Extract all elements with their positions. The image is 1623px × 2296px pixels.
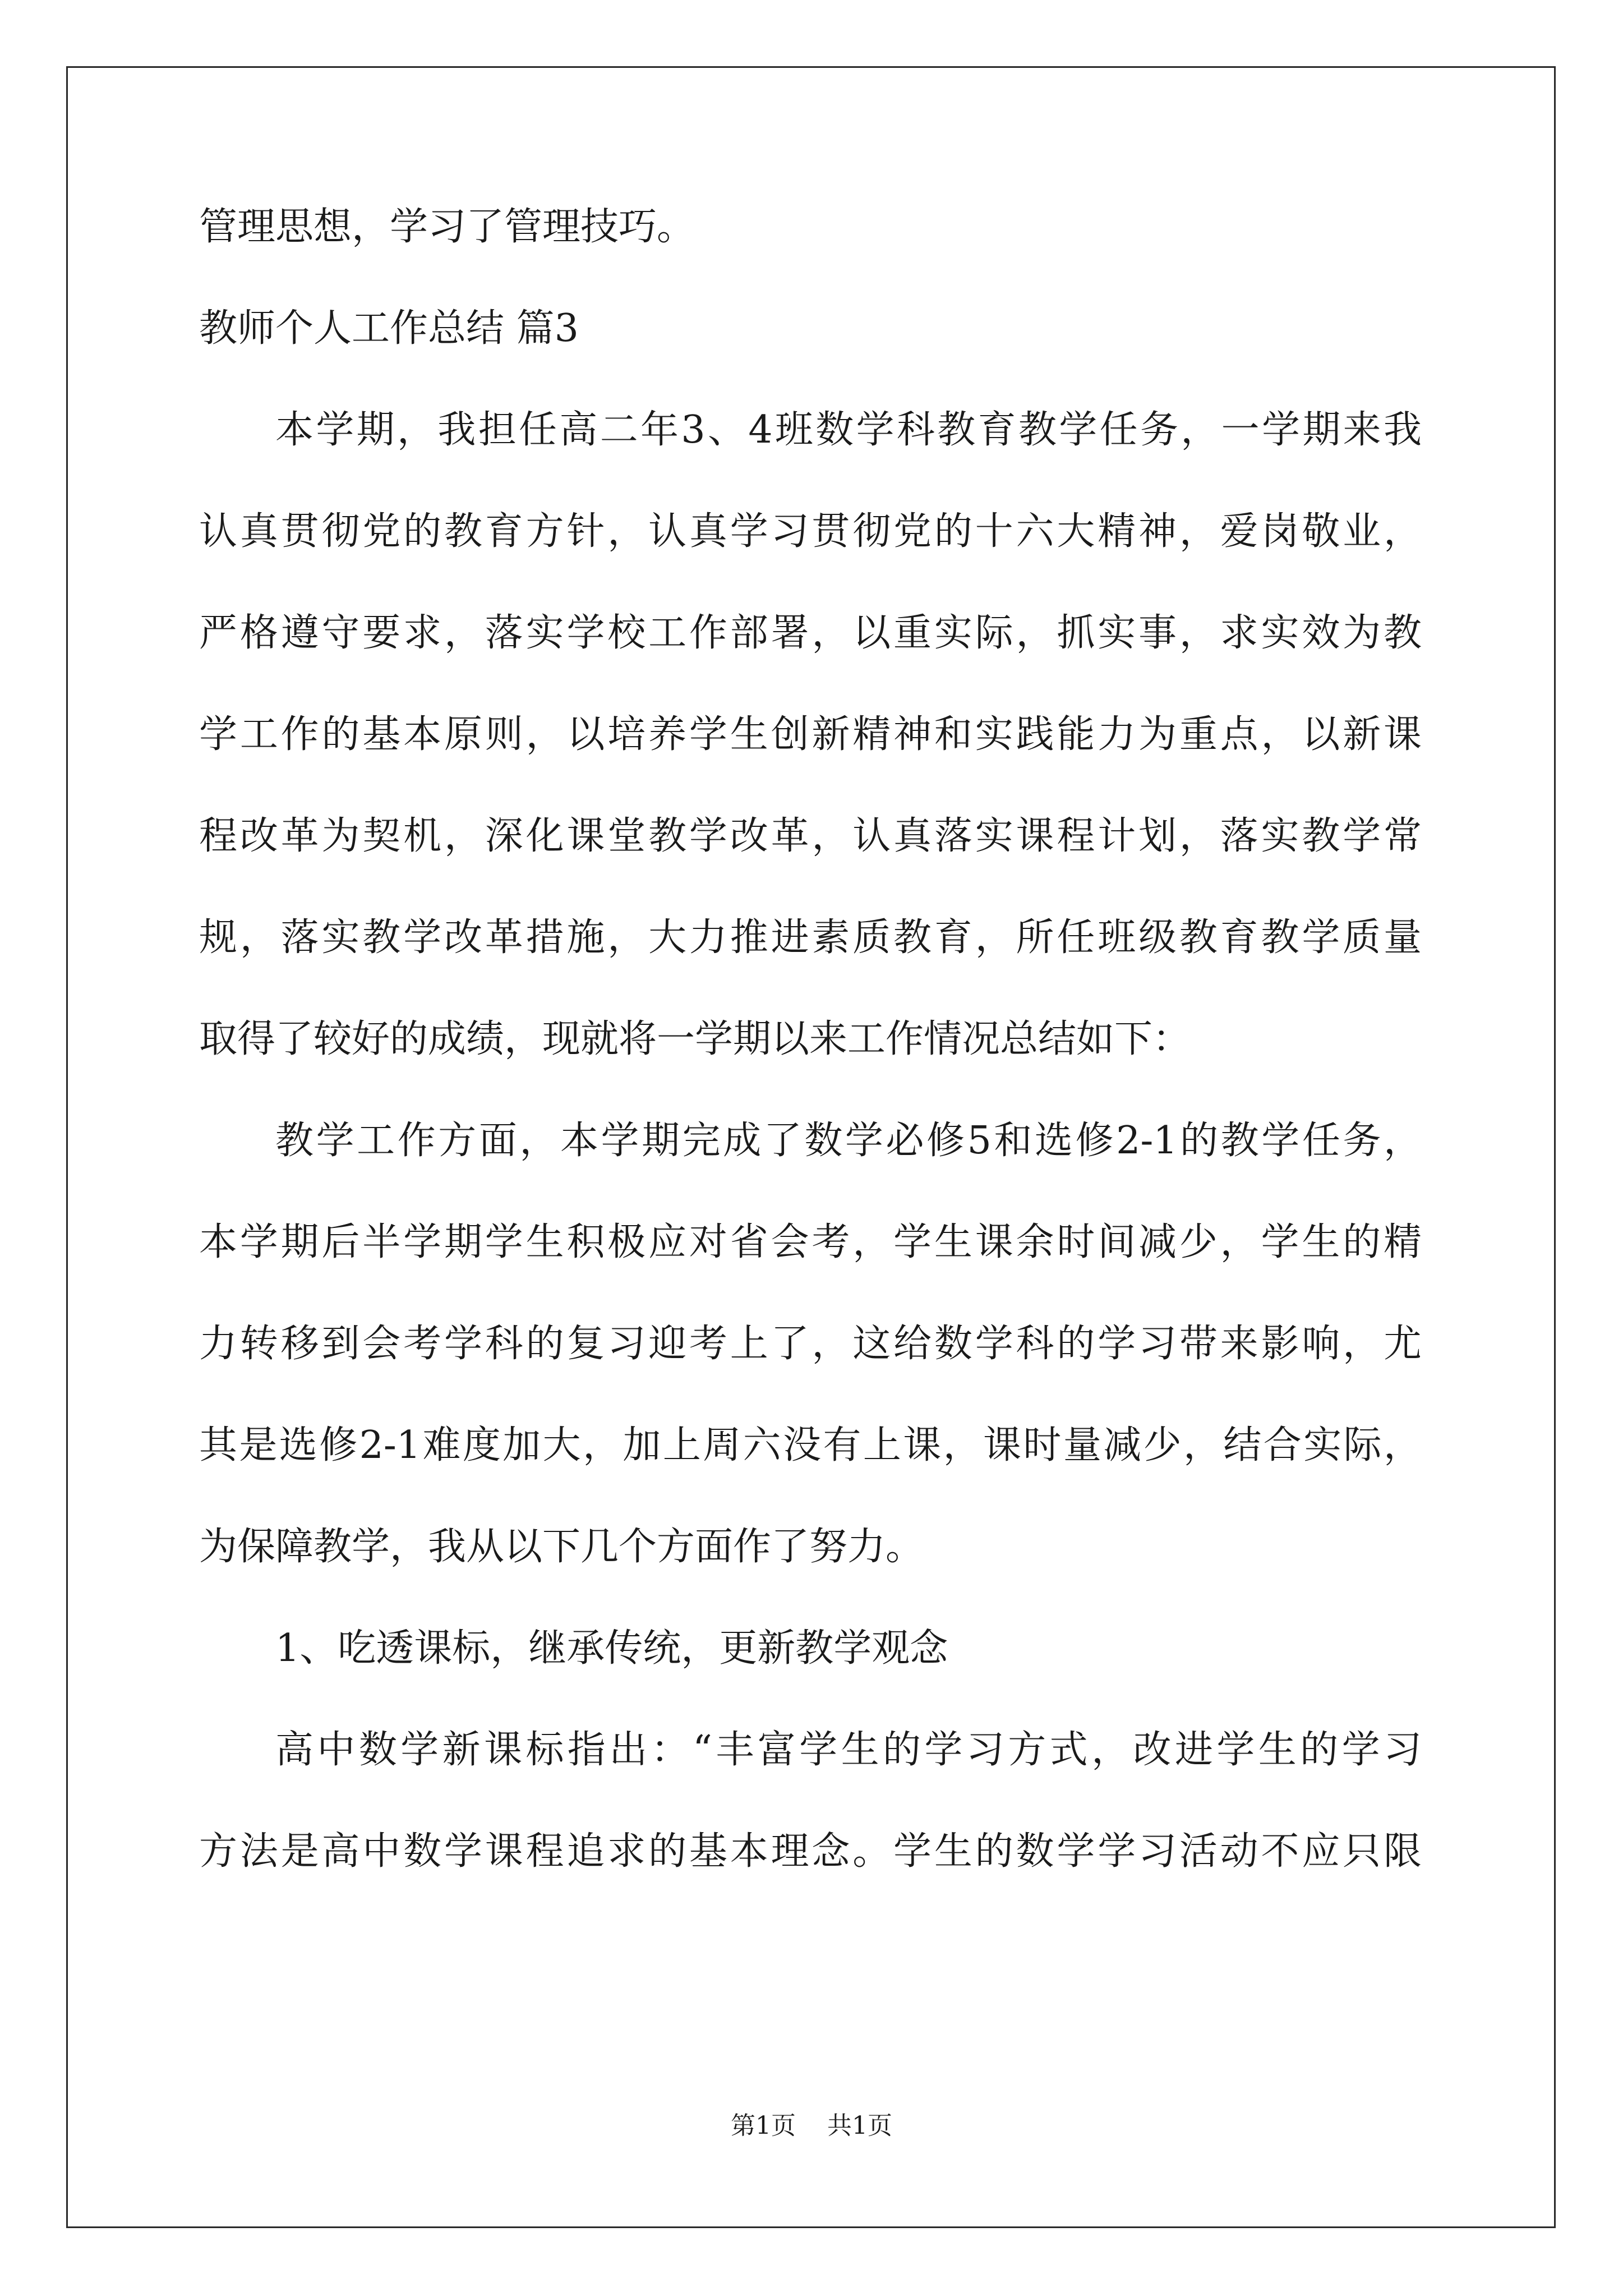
text-line: 本学期，我担任高二年3、4班数学科教育教学任务，一学期来我 <box>275 408 1422 452</box>
text-line: 教学工作方面，本学期完成了数学必修5和选修2-1的教学任务， <box>275 1119 1422 1163</box>
text-line: 方法是高中数学课程追求的基本理念。学生的数学学习活动不应只限 <box>199 1829 1422 1874</box>
page-total: 共1页 <box>827 2111 892 2140</box>
text-line: 认真贯彻党的教育方针，认真学习贯彻党的十六大精神，爱岗敬业， <box>199 509 1422 554</box>
text-line: 力转移到会考学科的复习迎考上了，这给数学科的学习带来影响，尤 <box>199 1322 1422 1366</box>
section-heading: 教师个人工作总结 篇3 <box>199 306 579 351</box>
text-line: 高中数学新课标指出：“丰富学生的学习方式，改进学生的学习 <box>275 1728 1422 1772</box>
text-line: 学工作的基本原则，以培养学生创新精神和实践能力为重点，以新课 <box>199 712 1422 757</box>
page-footer <box>0 2109 1623 2143</box>
text-line: 管理思想，学习了管理技巧。 <box>199 205 695 249</box>
text-line: 其是选修2-1难度加大，加上周六没有上课，课时量减少，结合实际， <box>199 1423 1422 1467</box>
text-line: 为保障教学，我从以下几个方面作了努力。 <box>199 1525 924 1569</box>
document-body <box>199 202 1422 1928</box>
text-line: 取得了较好的成绩，现就将一学期以来工作情况总结如下： <box>199 1017 1191 1061</box>
text-line: 规，落实教学改革措施，大力推进素质教育，所任班级教育教学质量 <box>199 915 1422 960</box>
page-number: 第1页 <box>731 2111 796 2140</box>
list-item-heading: 1、吃透课标，继承传统，更新教学观念 <box>275 1626 948 1671</box>
text-line: 严格遵守要求，落实学校工作部署，以重实际，抓实事，求实效为教 <box>199 611 1422 655</box>
text-line: 程改革为契机，深化课堂教学改革，认真落实课程计划，落实教学常 <box>199 814 1422 858</box>
text-line: 本学期后半学期学生积极应对省会考，学生课余时间减少，学生的精 <box>199 1220 1422 1264</box>
